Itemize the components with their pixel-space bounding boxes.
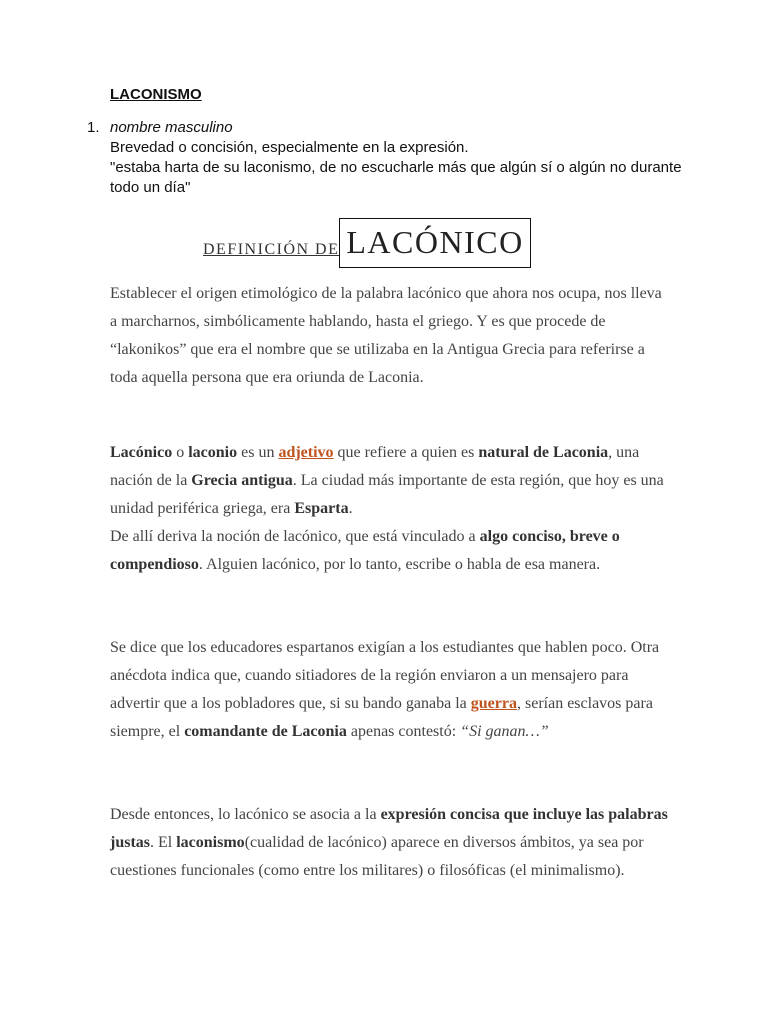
entry-number: 1. <box>87 119 100 136</box>
term-laconio: laconio <box>188 444 238 461</box>
term-algo-conciso: algo conciso, breve o compendioso <box>110 528 620 573</box>
term-comandante-de-laconia: comandante de Laconia <box>184 723 347 740</box>
definition-title <box>203 218 531 268</box>
entry-example: "estaba harta de su laconismo, de no escucharle más que algún sí o algún no durante todo un día" <box>110 159 682 196</box>
text-fragment: apenas contestó: <box>346 723 461 740</box>
text-fragment: es un <box>237 444 279 461</box>
text-fragment: (cualidad de lacónico) aparece en diversos ámbitos, ya sea por cuestiones funcionales (como entre los militares) o filosóficas (el minimalismo). <box>110 834 644 879</box>
term-expresion-concisa: expresión concisa que incluye las palabras justas <box>110 806 668 851</box>
text-fragment: . El <box>150 834 177 851</box>
paragraph-anecdote <box>110 634 670 746</box>
link-guerra[interactable]: guerra <box>470 695 517 712</box>
paragraph-conclusion <box>110 801 670 885</box>
paragraph-meaning <box>110 439 670 579</box>
text-fragment: , serían esclavos para siempre, el <box>110 695 653 740</box>
part-of-speech: nombre masculino <box>110 119 233 136</box>
term-laconismo: laconismo <box>176 834 245 851</box>
text-fragment: . La ciudad más importante de esta región, que hoy es una unidad periférica griega, era <box>110 472 664 517</box>
definition-word-box: LACÓNICO <box>339 218 530 268</box>
link-adjetivo[interactable]: adjetivo <box>278 444 334 461</box>
term-natural-de-laconia: natural de Laconia <box>478 444 609 461</box>
text-fragment: Se dice que los educadores espartanos exigían a los estudiantes que hablen poco. Otra anécdota indica que, cuando sitiadores de la región enviaron a un mensajero para advertir que a los pobladores que, si su bando ganaba la <box>110 639 660 712</box>
text-fragment: o <box>172 444 189 461</box>
text-fragment: que refiere a quien es <box>333 444 479 461</box>
definition-prefix: DEFINICIÓN DE <box>203 241 340 258</box>
term-esparta: Esparta <box>294 500 349 517</box>
dictionary-entry <box>87 118 687 198</box>
quote-si-ganan: “Si ganan…” <box>460 723 549 740</box>
entry-definition: Brevedad o concisión, especialmente en la expresión. <box>110 139 469 156</box>
text-fragment: Desde entonces, lo lacónico se asocia a la <box>110 806 381 823</box>
text-fragment: . <box>348 500 353 517</box>
term-laconico: Lacónico <box>110 444 173 461</box>
paragraph-etymology: Establecer el origen etimológico de la palabra lacónico que ahora nos ocupa, nos lleva a marcharnos, simbólicamente hablando, hasta el griego. Y es que procede de “lakonikos” que era el nombre que se utilizaba en la Antigua Grecia para referirse a toda aquella persona que era oriunda de Laconia. <box>110 285 662 386</box>
text-fragment: . Alguien lacónico, por lo tanto, escribe o habla de esa manera. <box>198 556 601 573</box>
text-fragment: De allí deriva la noción de lacónico, que está vinculado a <box>110 528 480 545</box>
text-fragment: , una nación de la <box>110 444 640 489</box>
term-grecia-antigua: Grecia antigua <box>191 472 293 489</box>
entry-heading: LACONISMO <box>110 86 202 103</box>
